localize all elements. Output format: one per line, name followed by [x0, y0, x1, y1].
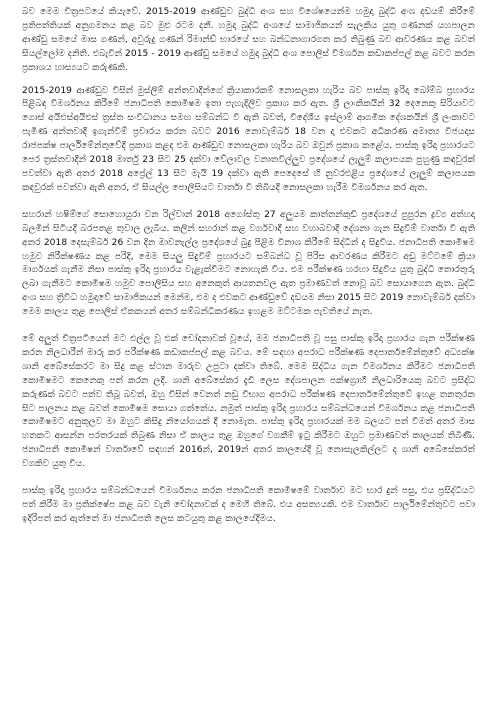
paragraph: සහරාන් හෂිම්ගේ සොහොයුරා වන රිල්වාන් 2018 අගෝස්තු 27 අලුයම කාත්තන්කුඩි ප්‍රදේශයේ පුපුරන ද්‍රව්‍ය අත්හදා බලමින් සිටියදී බරපතළ තුවාල ලැබීය. කලින් සහරාන් කළ වර්ගවාදී සහ වහාබවාදී දේශනා ගැන සිදුවීම් වාර්තා වී ඇති අතර 2018 දෙසැම්බර් 26 වන දින මාවනැල්ල ප්‍රදේශයේ බුදු පිළිම විනාශ කිරීමේ සිද්ධීන් ද සිදුවිය. ජනාධිපති කොමිෂම හමුව නිරීක්ෂණය කළ පරිදි, මෙම සියලු සිදුවීම් ප්‍රහාරයට සම්බන්ධ වූ පිරිස ආවරණය කිරීමට අඩු මට්ටමේ ක්‍රියා මාර්ගයක් ගැනීම නිසා පාස්කු ඉරිදා ප්‍රහාරය වැළැක්වීමට නොහැකි විය. එම පරීක්ෂණ හරහා සිදුවිය යුතු බුද්ධි තොරතුරු ලබා ගැනීමට කොමිෂම හමුව පොලිසිය සහ අනෙකුත් ආයතනවල ඇත ප්‍රමාණවත් නොවූ බව සොයාගෙන ඇත. බුද්ධි අංශ සහ ත්‍රිවිධ හමුදාවේ සාමාජිකයන් මෙන්ම, එම ද එවකට ආණ්ඩුවේ දඩයම නිසා 2015 සිට 2019 නොවැම්බර් දක්වා මෙම කාලය තුළ පොලිස් ඒකකයන් අතර සම්බන්ධීකරණය ඉහළම මට්ටමක පැවතියේ නැත.	[22, 209, 475, 318]
paragraph: 2015-2019 ආණ්ඩුව විසින් මුස්ලිම් අන්තවාදීන්ගේ ක්‍රියාකාරකම් නොසලකා හැරිය බව පාස්කු ඉරිදා බෝම්බ ප්‍රහාරය පිළිබඳ විමර්ශනය කිරීමේ ජනාධිපති කොමිෂම ඉතා පැහැදිලිව ප්‍රකාශ කර ඇත. ශ්‍රී ලාංකිකයින් 32 දෙනෙකු සිරියාවට ගොස් අයිඑස්අයිඑස් ත්‍රස්ත සංවිධානය සමඟ සම්බන්ධ වී ඇති බවත්, විදේශීය ඉස්ලාම් ආගමික දේශකයින් ශ්‍රී ලංකාවට පැමිණ අන්තවාදී ඉගැන්වීම් ප්‍රචාරය කරන බවට 2016 නොවැම්බර් 18 වන දා එවකට අධිකරණ අමාත්‍ය විජයදාස රාජපක්ෂ පාර්ලිමේන්තුවේදී ප්‍රකාශ කළද එම ආණ්ඩුව නොසලකා හැරිය බව ඔවුන් ප්‍රකාශ කළේය. පාස්කු ඉරිදා ප්‍රහාරයට පෙර ත්‍රස්තවාදීන් 2018 මාර්තු 23 සිට 25 දක්වා වේලාවල වනාතවිල්ලුව ප්‍රදේශයේ ලැලුම් කලාපයක පුහුණු කඳවුරක් පවත්වා ඇති අතර 2018 අප්‍රේල් 13 සිට මැයි 19 දක්වා ඇති පෙදෙසේ හි නුවරඑළිය ප්‍රදේශයේ ලැලුම් කලාපයක කඳවුරක් පවත්වා ඇති අතර, ඒ සියල්ල පොලිසියට වාර්තා වී තිබියදී නොසලකා හැරීම විමර්ශනය කර ඇත.	[22, 85, 475, 193]
paragraph: බව මෙම චිත්‍රපටයේ කියැවේ. 2015-2019 ආණ්ඩුව බුද්ධි අංශ සහ විශේෂයෙන්ම හමුදා බුද්ධි අංශ දඩයම් කිරීමේ ප්‍රතිපත්තියක් අනුගමනය කළ බව මුළු රටම දනී. හමුදා බුද්ධි අංශයේ සාමාජිකයන් සැලකිය යුතු ගණනක් යහපාලන ආණ්ඩු සමයේ මාස ගණන්, අවුරුදු ගණන් රිමාන්ඩ් භාරයේ සහ බන්ධනාගාරගත කර තිබුණු බව ආවරණය කළ බවත් සියල්ලෝම දනිති. එබැවින් 2015 - 2019 ආණ්ඩු සමයේ හමුදා බුද්ධි අංශ පොලිස් විමර්ශන කඩාකප්පල් කළ බවට කරන ප්‍රකාශය හාස්‍යයට කරුණකි.	[22, 7, 475, 73]
paragraph: පාස්කු ඉරිදා ප්‍රහාරය සම්බන්ධයෙන් විමර්ශනය කරන ජනාධිපති කොමිෂමේ වාර්තාව මට භාර දුන් පසු, එය ප්‍රසිද්ධියට පත් කිරීම මා ප්‍රතික්ෂේප කළ බව වැනි චෝදනාවක් ද මෙහි තිබේ. එය අසත්‍යයකි. එම වාර්තාව පාර්ලිමේන්තුවට පවා ඉදිරිපත් කර ඇත්තේ මා ජනාධිපති ලෙස කටයුතු කළ කාලයේදීමය.	[22, 486, 475, 524]
paragraph: මේ අලුත් චිත්‍රපටියෙන් මට එල්ල වූ එක් චෝදනාවක් වූයේ, මම ජනාධිපති වූ පසු පාස්කු ඉරිදා ප්‍රහාරය ගැන පරීක්ෂණ කරන නිලධාරීන් මාරු කර පරීක්ෂණ කඩාකප්පල් කළ බවය. මේ සඳහා අපරාධ පරීක්ෂණ දෙපාර්තමේන්තුවේ අධ්‍යක්ෂ ශානි අබේසේකරට මා සිදු කළ ස්ථාන මාරුව උපුටා දක්වා තිබේ. මෙම සිද්ධිය ගැන විමර්ශනය කිරීමට ජනාධිපති කොමිෂමට කෙනෙකු පත් කරන ලදී. ශානි අබේසේකර දැඩි ලෙස දේශපාලන පක්ෂග්‍රාහී නිලධාරියෙකු බවට ප්‍රසිද්ධ කරුණක් බවට පත්ව තිබූ බවත්, ඔහු විසින් වෙනත් නඩු විභාග අපරාධ පරීක්ෂණ දෙපාර්තමේන්තුවේ ඉහළ තනතුරක සිට පාලනය කළ බවත් කොමිෂම සොයා ගත්තේය. නමුත් පාස්කු ඉරිදා ප්‍රහාරය සම්බන්ධයෙන් විමර්ශනය කළ ජනාධිපති කොමිෂමට අනුකූලව මා ඔහුට කිසිදු නියෝගයක් දී නොමැත. පාස්කු ඉරිදා ප්‍රහාරයක් මම බලයට පත් වීමත් අතර මාස හතකට ආසන්න පරතරයක් තිබුණ නිසා ඒ කාලය තුළ ඔහුගේ වගකීම් ඉටු කිරීමට ඔහුට ප්‍රමාණවත් කාලයක් තිබිණි. ජනාධිපති කොමිෂන් වාර්තාවේ සඳහන් 2016න්, 2019න් අතර කාලයේදී වූ නොසැලකිල්ලට ද ශානි අබේසේකරත් වගකිව යුතු විය.	[22, 334, 475, 470]
